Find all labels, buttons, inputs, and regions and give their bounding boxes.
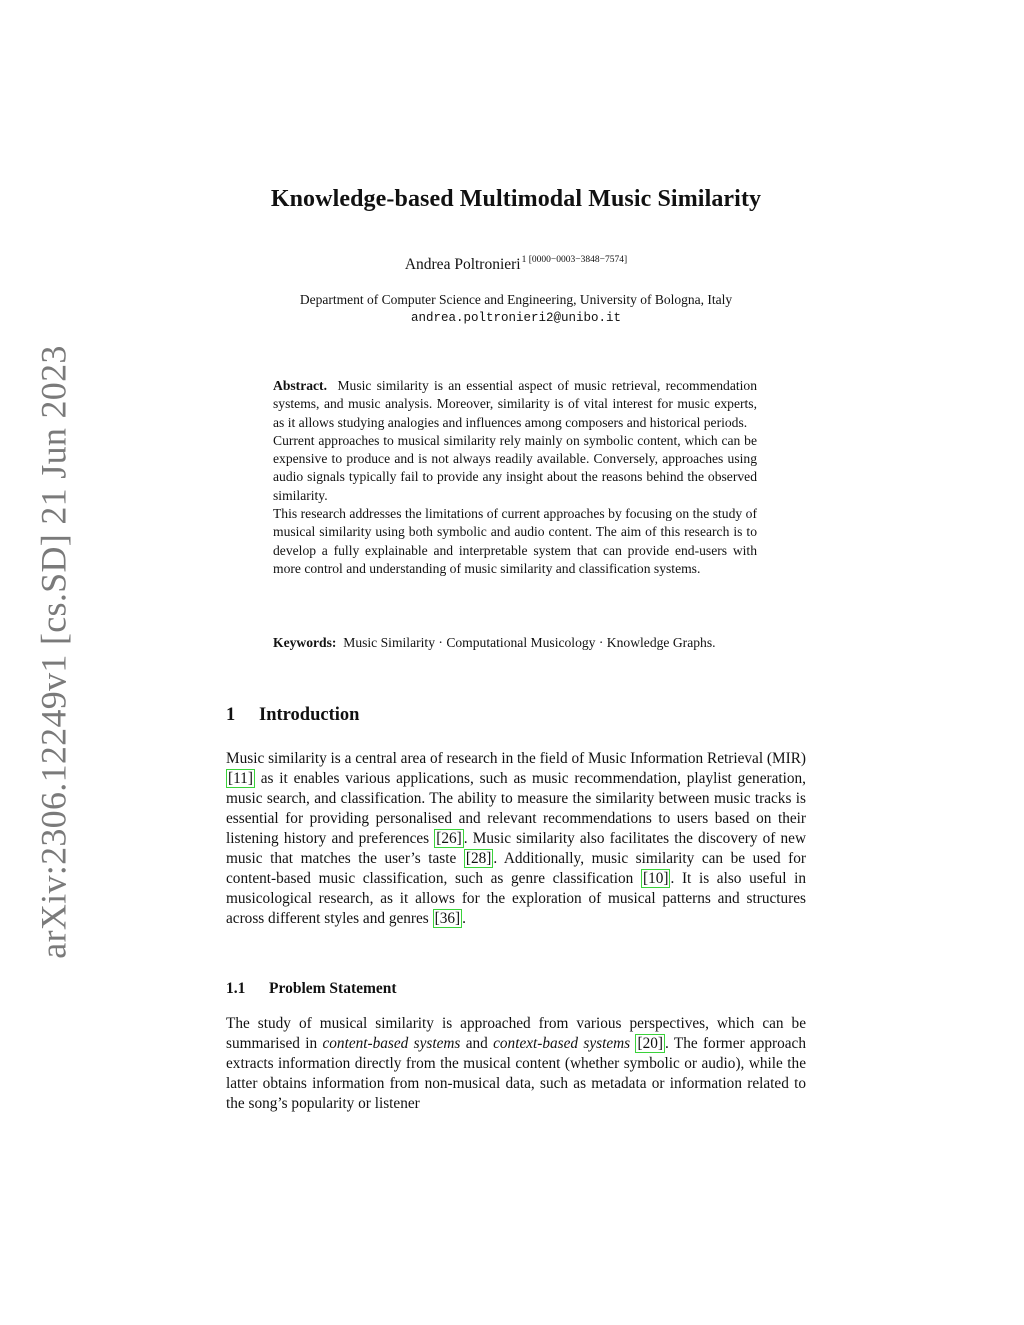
paper-title: Knowledge-based Multimodal Music Similarity — [270, 186, 762, 212]
citation-link[interactable]: [36] — [434, 910, 461, 927]
author-line — [226, 255, 806, 274]
abstract-paragraph-3: This research addresses the limitations of current approaches by focusing on the study of musical similarity using both symbolic and audio content. The aim of this research is to develop a fully explainable and interpretable system that can provide end-users with more control and understanding of music similarity and classification systems. — [273, 506, 757, 576]
arxiv-identifier-stamp — [32, 345, 76, 959]
problem-emphasis-2: context-based systems — [493, 1035, 631, 1052]
keywords-text: Music Similarity · Computational Musicology · Knowledge Graphs. — [343, 635, 716, 650]
keywords-block — [273, 634, 757, 652]
problem-emphasis-1: content-based systems — [322, 1035, 461, 1052]
section-heading-introduction — [226, 705, 359, 726]
subsection-number: 1.1 — [226, 980, 246, 997]
author-email-link[interactable]: andrea.poltronieri2@unibo.it — [410, 311, 622, 325]
intro-text-1: Music similarity is a central area of research in the field of Music Information Retrieval (MIR) — [226, 750, 806, 767]
abstract-paragraph-1 — [273, 377, 757, 432]
subsection-heading-problem-statement — [226, 980, 397, 998]
author-orcid: 1 [0000−0003−3848−7574] — [521, 255, 628, 265]
intro-text-3: . Music similarity also facilitates the discovery of new music that matches the user’s taste — [226, 830, 807, 867]
intro-text-6: . — [462, 910, 466, 927]
abstract-text-1: Music similarity is an essential aspect of music retrieval, recommendation systems, and music analysis. Moreover, similarity is of vital interest for music experts, as it allows studying analogies and influences among composers and historical periods. — [273, 378, 758, 430]
subsection-title: Problem Statement — [269, 980, 397, 997]
section-title: Introduction — [259, 705, 360, 725]
abstract-label: Abstract. — [273, 378, 327, 393]
problem-statement-paragraph — [226, 1014, 806, 1114]
intro-text-4: . Additionally, music similarity can be used for content-based music classification, such as genre classification — [226, 850, 806, 887]
author-name: Andrea Poltronieri — [404, 256, 521, 273]
citation-link[interactable]: [26] — [436, 830, 462, 847]
section-number: 1 — [226, 705, 236, 725]
problem-text-1: The study of musical similarity is approached from various perspectives, which can be summarised in — [226, 1015, 806, 1052]
problem-text-2: and — [460, 1035, 494, 1052]
affiliation-department: Department of Computer Science and Engineering, University of Bologna, Italy — [299, 292, 733, 307]
citation-link[interactable]: [28] — [465, 850, 492, 867]
citation-link[interactable]: [11] — [228, 770, 253, 787]
problem-text-4: . The former approach extracts information directly from the musical content (whether symbolic or audio), while the latter obtains information from non-musical data, such as metadata or information related to the song’s popularity or listener — [226, 1035, 806, 1112]
citation-link[interactable]: [10] — [642, 870, 669, 887]
intro-text-5: . It is also useful in musicological research, as it allows for the exploration of musical patterns and structures across different styles and genres — [226, 870, 806, 927]
citation-link[interactable]: [20] — [637, 1035, 663, 1052]
intro-text-2: as it enables various applications, such as music recommendation, playlist generation, music search, and classification. The ability to measure the similarity between music tracks is essential for providing personalised and relevant recommendations to users based on their listening history and preferences — [226, 770, 806, 847]
abstract-block — [273, 377, 757, 578]
affiliation-block — [226, 290, 806, 328]
introduction-paragraph — [226, 749, 806, 929]
keywords-label: Keywords: — [273, 635, 337, 650]
abstract-paragraph-2: Current approaches to musical similarity rely mainly on symbolic content, which can be expensive to produce and is not always readily available. Conversely, approaches using audio signals typically fail to provide any insight about the reasons behind the observed similarity. — [273, 432, 757, 503]
arxiv-identifier-text: arXiv:2306.12249v1 [cs.SD] 21 Jun 2023 — [34, 345, 74, 959]
